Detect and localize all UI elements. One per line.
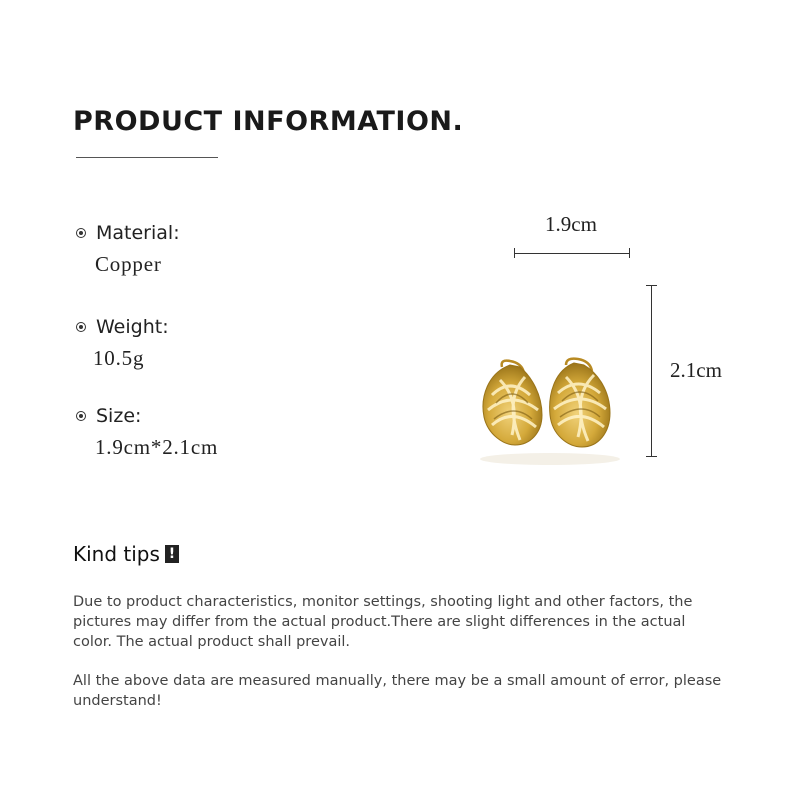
spec-label: Size:: [96, 405, 142, 427]
bullet-icon: [76, 411, 86, 421]
spec-weight: [76, 316, 169, 371]
title-underline: [76, 157, 218, 158]
spec-size: [76, 405, 218, 460]
height-dimension-label: 2.1cm: [670, 358, 722, 382]
earrings-product-image: [470, 355, 640, 470]
kind-tips-heading: [73, 542, 179, 566]
spec-label: Material:: [96, 222, 180, 244]
bullet-icon: [76, 322, 86, 332]
spec-label: Weight:: [96, 316, 169, 338]
width-tick-right: [629, 248, 630, 258]
tips-paragraph-2: All the above data are measured manually, there may be a small amount of error, please understand!: [73, 673, 722, 709]
width-dimension-label: 1.9cm: [545, 212, 597, 236]
spec-value: 10.5g: [93, 346, 145, 370]
height-tick-bottom: [646, 456, 657, 457]
spec-value: 1.9cm*2.1cm: [95, 435, 219, 459]
width-dimension-line: [514, 253, 630, 254]
spec-value: Copper: [95, 252, 162, 276]
left-earring: [483, 361, 542, 445]
tips-paragraph-1: Due to product characteristics, monitor settings, shooting light and other factors, the pictures may differ from the actual product.There are slight differences in the actual color. The actual product shall prevail.: [73, 594, 693, 650]
bullet-icon: [76, 228, 86, 238]
width-tick-left: [514, 248, 515, 258]
spec-material: [76, 222, 180, 277]
reflection-shadow: [480, 453, 620, 465]
height-tick-top: [646, 285, 657, 286]
right-earring: [550, 359, 610, 447]
exclamation-icon: !: [165, 545, 179, 563]
kind-tips-label: Kind tips: [73, 542, 160, 566]
page-title: PRODUCT INFORMATION.: [73, 106, 464, 137]
height-dimension-line: [651, 285, 652, 457]
